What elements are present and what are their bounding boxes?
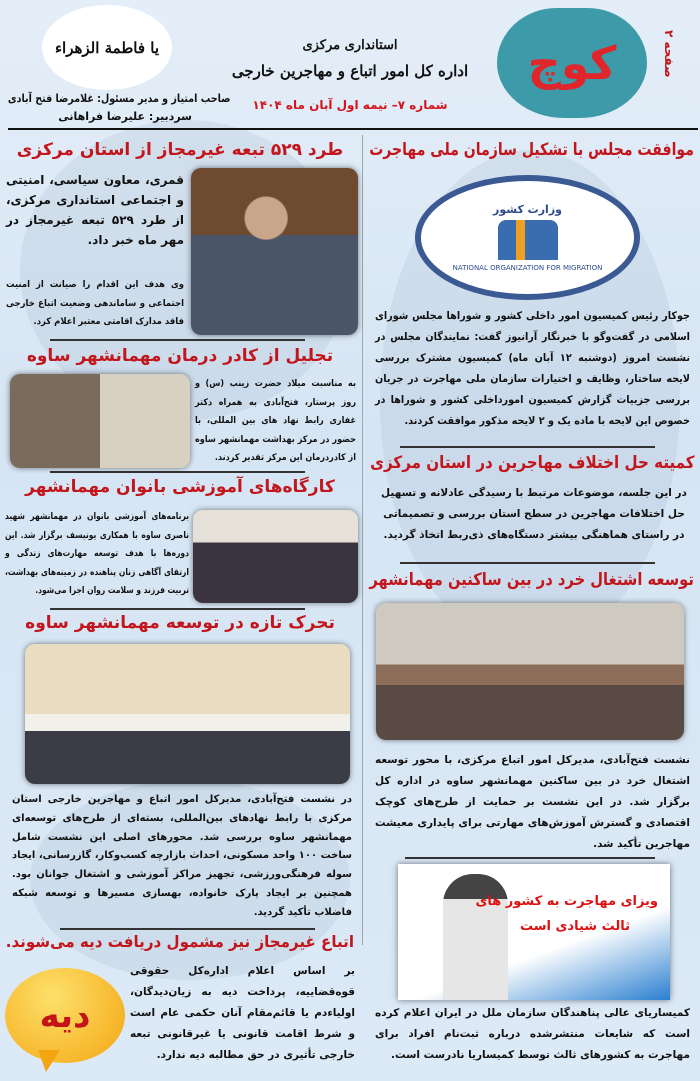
speech-bubble-icon xyxy=(5,968,125,1063)
page-number: صفحه ۲ xyxy=(662,30,676,78)
divider xyxy=(50,608,305,610)
org-line-1: استانداری مرکزی xyxy=(302,38,398,53)
calligraphy-emblem xyxy=(42,5,172,90)
image-headline-2: ثالث شیادی است xyxy=(519,919,630,934)
article-body: بر اساس اعلام اداره‌کل حقوقی قوه‌قضاییه، پرداخت دیه به زیان‌دیدگان، اولیاءدم یا قائم‌مقام آنان حکمی عام است و شرط اقامت قانونی یا غیرقانونی تبعه خارجی تأثیری در حق مطالبه دیه ندارد. xyxy=(130,965,355,1061)
family-icon xyxy=(498,220,558,260)
publisher: صاحب امتیاز و مدیر مسئول: غلامرضا فتح آبادی xyxy=(7,92,231,105)
logo-text: کوچ xyxy=(527,36,617,90)
article-body: وی هدف این اقدام را صیانت از امنیت اجتماعی و ساماندهی وضعیت اتباع خارجی فاقد مدارک اقامتی معتبر اعلام کرد. xyxy=(6,280,184,327)
divider xyxy=(50,471,305,473)
bubble-text: دیه xyxy=(39,995,91,1036)
article-body: کمیساریای عالی پناهندگان سازمان ملل در ایران اعلام کرده است که شایعات منتشرشده درباره ثبت‌نام افراد برای مهاجرت به کشورهای ثالث توسط کمیساریا نادرست است. xyxy=(375,1007,690,1061)
headline-blood-money: اتباع غیرمجاز نیز مشمول دریافت دیه می‌شوند. xyxy=(5,932,355,951)
column-divider xyxy=(362,135,363,945)
issue-info: شماره ۷– نیمه اول آبان ماه ۱۴۰۴ xyxy=(252,98,448,112)
article-body: برنامه‌های آموزشی بانوان در مهمانشهر شهید ناصری ساوه با همکاری یونیسف برگزار شد. این دوره‌ها با هدف توسعه مهارت‌های زندگی و ارتقای آگاهی زنان پناهنده در زمینه‌های بهداشت، تربیت فرزند و سلامت روان اجرا می‌شود. xyxy=(5,512,189,596)
headline-saveh-development: تحرک تازه در توسعه مهمانشهر ساوه xyxy=(25,613,335,633)
org-line-2: اداره کل امور اتباع و مهاجرین خارجی xyxy=(231,62,469,80)
article-body: در نشست فتح‌آبادی، مدیرکل امور اتباع و مهاجرین خارجی استان مرکزی با رابط نهادهای بین‌المللی، بسته‌ای از طرح‌های توسعه‌ای مهمانشهر ساوه بررسی شد. محورهای اصلی این نشست شامل ساخت ۱۰۰ واحد مسکونی، احداث بازارچه کسب‌وکار، گازرسانی، ایجاد سوله فرهنگی‌ورزشی، تجهیز مراکز آموزشی و اشتغال جوانان بود. همچنین بر ایجاد پارک خانواده، بهسازی مسیرها و توسعه شبکه فاضلاب تأکید گردید. xyxy=(12,794,352,918)
conference-photo xyxy=(25,644,350,784)
bubble-tail xyxy=(38,1050,60,1072)
calligraphy-text: یا فاطمة الزهراء xyxy=(55,38,160,57)
editor: سردبیر: علیرضا فراهانی xyxy=(58,110,192,123)
image-headline-1: ویزای مهاجرت به کشور های xyxy=(475,894,658,909)
headline-migration-org: موافقت مجلس با تشکیل سازمان ملی مهاجرت xyxy=(369,140,695,160)
divider xyxy=(405,857,655,859)
traveler-figure xyxy=(443,874,508,1000)
divider xyxy=(50,339,305,341)
divider xyxy=(60,928,315,930)
headline-health-staff: تجلیل از کادر درمان مهمانشهر ساوه xyxy=(26,346,334,366)
official-portrait xyxy=(191,168,358,335)
headline-dispute-committee: کمیته حل اختلاف مهاجرین در استان مرکزی xyxy=(369,453,695,473)
header-divider xyxy=(8,128,698,130)
visa-fraud-image xyxy=(398,864,670,1000)
article-lead: قمری، معاون سیاسی، امنیتی و اجتماعی استانداری مرکزی، از طرد ۵۲۹ تبعه غیرمجاز در مهر ماه خبر داد. xyxy=(6,173,184,247)
article-body: به مناسبت میلاد حضرت زینب (س) و روز پرستار، فتح‌آبادی به همراه دکتر غفاری رابط نهاد های بین المللی، با حضور در مرکز بهداشت مهمانشهر ساوه از کادردرمان این مرکز تقدیر کردند. xyxy=(195,379,356,463)
logo-ring-text: NATIONAL ORGANIZATION FOR MIGRATION xyxy=(452,264,603,272)
article-body: نشست فتح‌آبادی، مدیرکل امور اتباع مرکزی، با محور توسعه اشتغال خرد در بین ساکنین مهمانشهر ساوه در اداره کل برگزار شد. در این نشست بر حمایت از طرح‌های کوچک اقتصادی و گسترش آموزش‌های مهارتی برای پایداری معیشت مهاجرین تأکید شد. xyxy=(375,754,690,850)
award-photo xyxy=(10,374,190,468)
article-body: جوکار رئیس کمیسیون امور داخلی کشور و شوراها مجلس شورای اسلامی در گفت‌وگو با خبرنگار آرانیوز گفت: نمایندگان مجلس در نشست امروز (دوشنبه ۱۲ آبان ماه) کمیسیون مشترک بررسی لایحه ساختار، وظایف و اختیارات سازمان ملی مهاجرت در جریان بررسی جزییات گزارش کمیسیون امورداخلی کشور و شوراها در خصوص این لایحه با ماده یک و ۲ لایحه مذکور موافقت کردند. xyxy=(375,310,691,427)
divider xyxy=(400,562,655,564)
article-body: در این جلسه، موضوعات مرتبط با رسیدگی عادلانه و تسهیل حل اختلافات مهاجرین در سطح استان بررسی و تصمیماتی در راستای هماهنگی بیشتر دستگاه‌های ذی‌ربط اتخاذ گردید. xyxy=(381,487,687,541)
headline-women-workshops: کارگاه‌های آموزشی بانوان مهمانشهر xyxy=(25,477,335,497)
migration-org-logo xyxy=(415,175,640,300)
meeting-photo xyxy=(376,603,684,740)
workshop-photo xyxy=(193,510,358,603)
headline-deportation: طرد ۵۲۹ تبعه غیرمجاز از استان مرکزی xyxy=(16,140,344,160)
divider xyxy=(400,446,655,448)
kooch-logo xyxy=(497,8,647,118)
logo-top-text: وزارت کشور xyxy=(493,203,562,216)
headline-employment: توسعه اشتغال خرد در بین ساکنین مهمانشهر xyxy=(369,570,695,590)
